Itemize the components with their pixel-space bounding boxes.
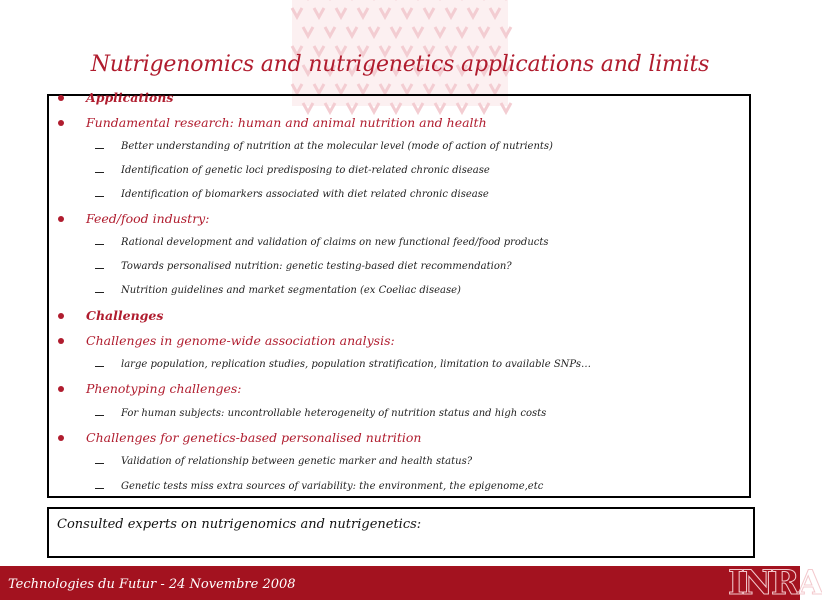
list-item: Better understanding of nutrition at the molecular level (mode of action of nutrients) xyxy=(121,141,553,152)
dash-icon xyxy=(95,148,104,149)
fundamental-heading: Fundamental research: human and animal nutrition and health xyxy=(86,115,487,130)
dash-icon xyxy=(95,415,104,416)
list-item: Identification of genetic loci predisposing to diet-related chronic disease xyxy=(121,165,490,176)
applications-heading: Applications xyxy=(86,90,174,105)
slide-title: Nutrigenomics and nutrigenetics applications and limits xyxy=(90,52,710,77)
dash-icon xyxy=(95,488,104,489)
list-item: Nutrition guidelines and market segmentation (ex Coeliac disease) xyxy=(121,285,461,296)
bullet-icon xyxy=(58,386,64,392)
list-item: large population, replication studies, population stratification, limitation to available SNPs… xyxy=(121,359,592,370)
dash-icon xyxy=(95,292,104,293)
list-item: Rational development and validation of claims on new functional feed/food products xyxy=(121,237,549,248)
bullet-icon xyxy=(58,313,64,319)
footer-text: Technologies du Futur - 24 Novembre 2008 xyxy=(8,577,296,592)
dash-icon xyxy=(95,196,104,197)
dash-icon xyxy=(95,463,104,464)
footer-bar xyxy=(0,563,822,603)
personalised-heading: Challenges for genetics-based personalised nutrition xyxy=(86,430,422,445)
experts-label: Consulted experts on nutrigenomics and nutrigenetics: xyxy=(57,517,422,532)
list-item: Validation of relationship between genetic marker and health status? xyxy=(121,456,473,467)
list-item: For human subjects: uncontrollable heterogeneity of nutrition status and high costs xyxy=(121,408,547,419)
list-item: Towards personalised nutrition: genetic testing-based diet recommendation? xyxy=(121,261,512,272)
experts-box xyxy=(47,507,755,558)
list-item: Genetic tests miss extra sources of variability: the environment, the epigenome,etc xyxy=(121,481,544,492)
inra-logo: INRA xyxy=(728,563,822,603)
phenotyping-heading: Phenotyping challenges: xyxy=(86,381,242,396)
bullet-icon xyxy=(58,338,64,344)
dash-icon xyxy=(95,244,104,245)
challenges-heading: Challenges xyxy=(86,308,164,323)
industry-heading: Feed/food industry: xyxy=(86,211,210,226)
bullet-icon xyxy=(58,120,64,126)
bullet-icon xyxy=(58,435,64,441)
dash-icon xyxy=(95,366,104,367)
gwas-heading: Challenges in genome-wide association analysis: xyxy=(86,333,395,348)
bullet-icon xyxy=(58,216,64,222)
bullet-icon xyxy=(58,95,64,101)
dash-icon xyxy=(95,172,104,173)
dash-icon xyxy=(95,268,104,269)
list-item: Identification of biomarkers associated with diet related chronic disease xyxy=(121,189,489,200)
